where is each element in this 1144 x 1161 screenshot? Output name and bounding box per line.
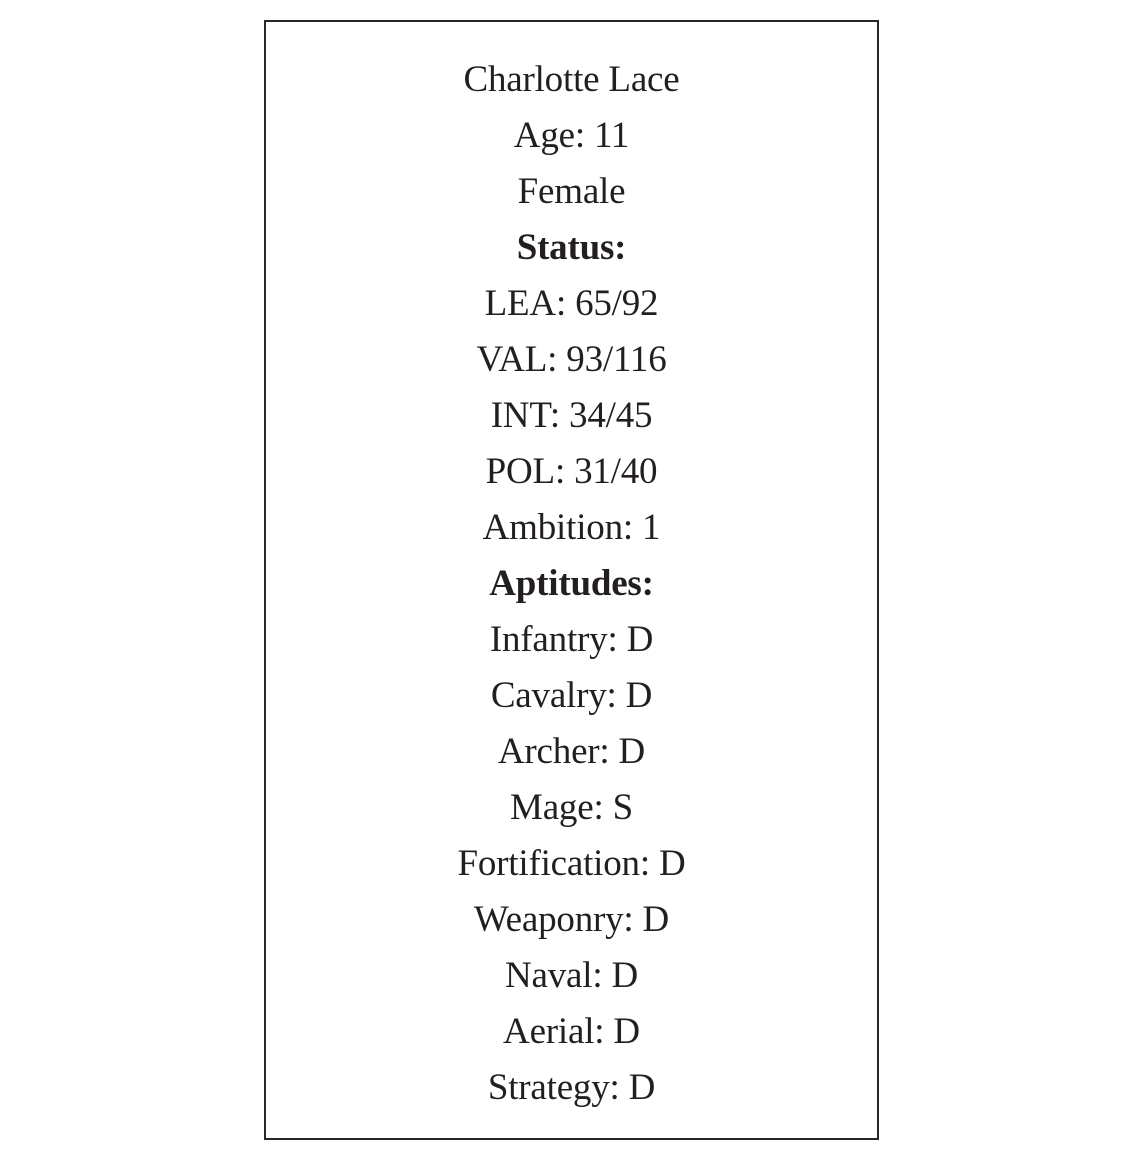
aptitude-fortification: Fortification: D bbox=[457, 843, 686, 884]
stat-ambition: Ambition: 1 bbox=[482, 507, 661, 548]
character-name: Charlotte Lace bbox=[463, 59, 680, 100]
aptitude-aerial: Aerial: D bbox=[503, 1011, 640, 1052]
stat-lea: LEA: 65/92 bbox=[484, 283, 659, 324]
character-gender: Female bbox=[517, 171, 626, 212]
aptitudes-heading: Aptitudes: bbox=[489, 563, 654, 604]
status-list bbox=[266, 52, 877, 1116]
aptitude-naval: Naval: D bbox=[505, 955, 638, 996]
stat-val: VAL: 93/116 bbox=[476, 339, 667, 380]
aptitude-cavalry: Cavalry: D bbox=[490, 675, 653, 716]
aptitude-mage: Mage: S bbox=[510, 787, 633, 828]
aptitude-infantry: Infantry: D bbox=[489, 619, 654, 660]
aptitude-weaponry: Weaponry: D bbox=[473, 899, 670, 940]
character-age: Age: 11 bbox=[513, 115, 630, 156]
character-status-card bbox=[264, 20, 879, 1140]
stat-int: INT: 34/45 bbox=[490, 395, 653, 436]
aptitude-archer: Archer: D bbox=[497, 731, 646, 772]
status-heading: Status: bbox=[516, 227, 627, 268]
aptitude-strategy: Strategy: D bbox=[487, 1067, 656, 1108]
stat-pol: POL: 31/40 bbox=[485, 451, 658, 492]
